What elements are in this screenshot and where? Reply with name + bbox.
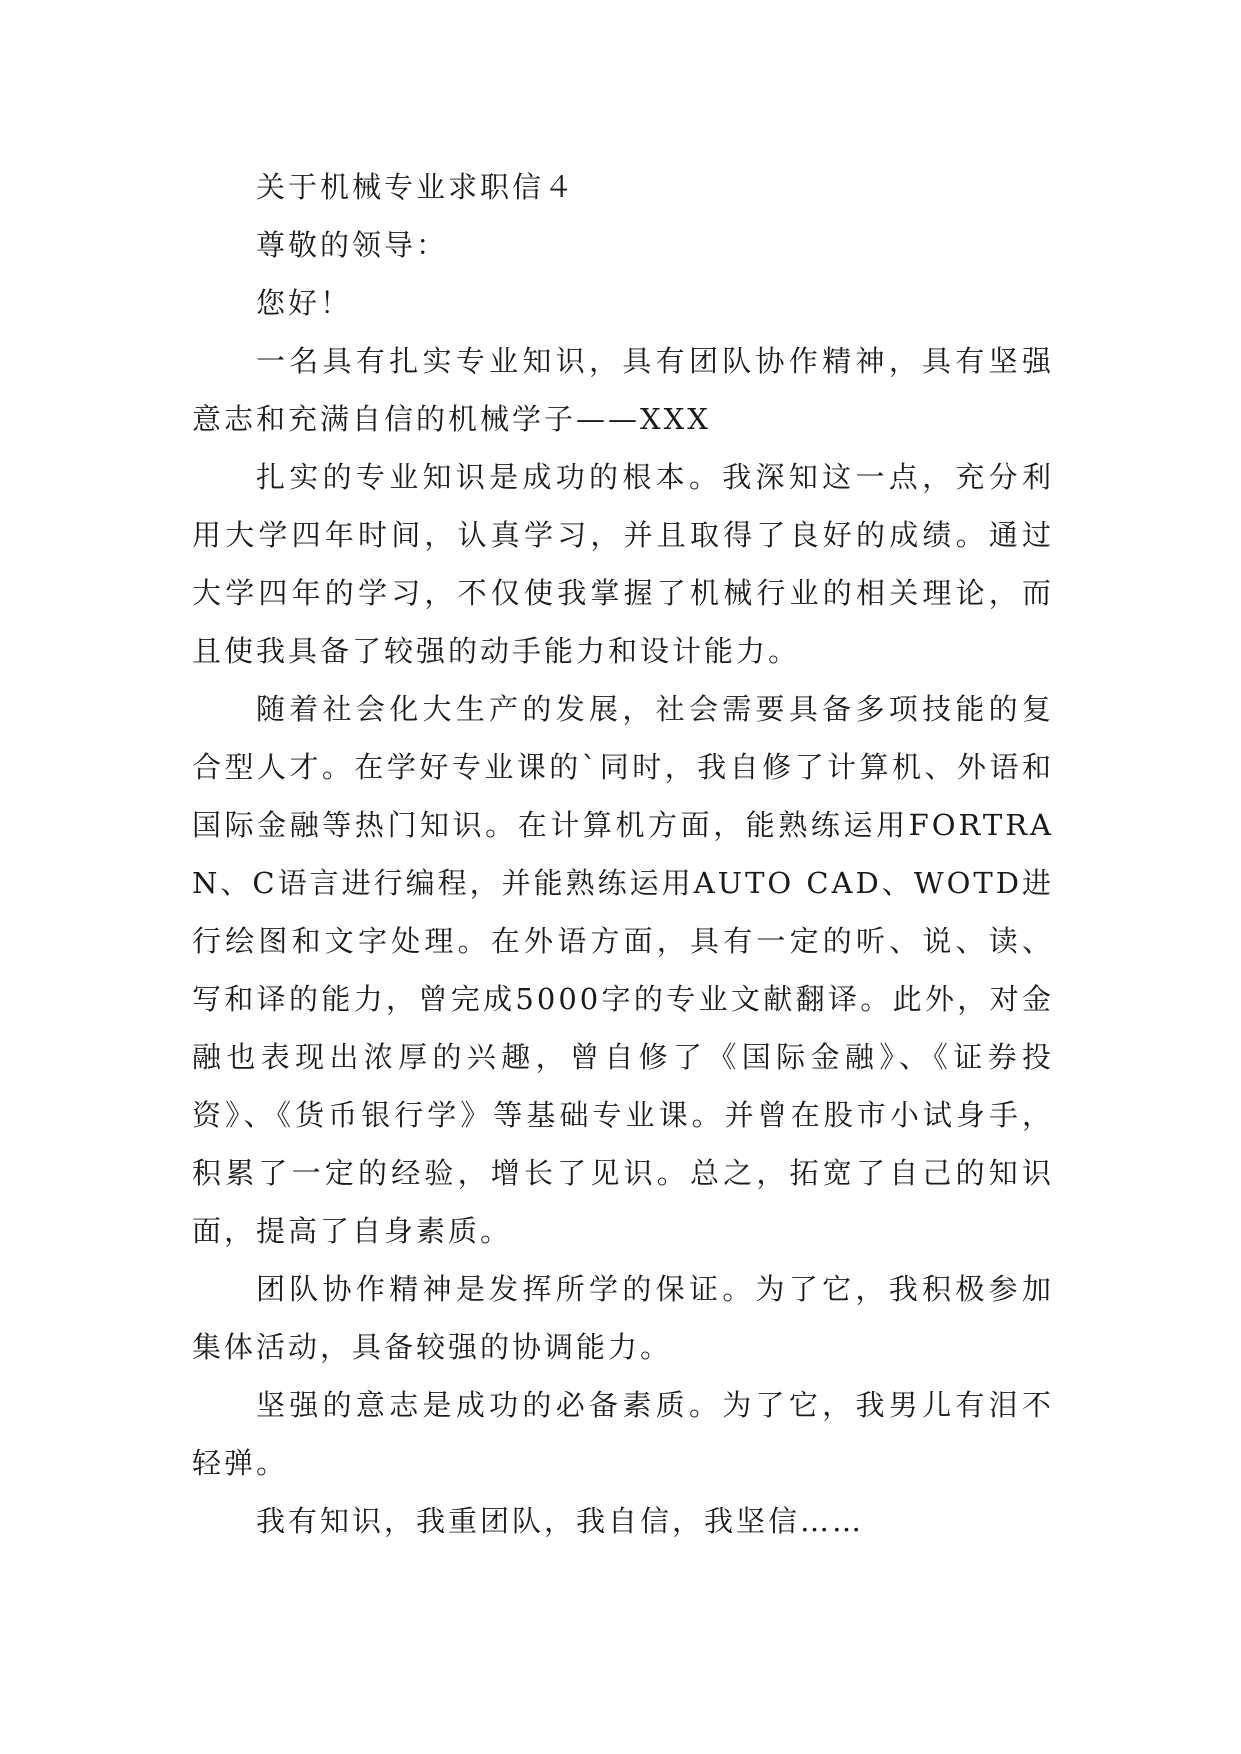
salutation: 尊敬的领导： — [256, 228, 449, 262]
paragraph-closing: 我有知识，我重团队，我自信，我坚信…… — [256, 1504, 865, 1538]
paragraph-knowledge: 扎实的专业知识是成功的根本。我深知这一点，充分利用大学四年时间，认真学习，并且取得了良好的成绩。通过大学四年的学习，不仅使我掌握了机械行业的相关理论，而且使我具备了较强的动手能力和设计能力。 — [192, 460, 1054, 668]
paragraph-intro: 一名具有扎实专业知识，具有团队协作精神，具有坚强意志和充满自信的机械学子——XXX — [192, 344, 1054, 436]
paragraph-teamwork: 团队协作精神是发挥所学的保证。为了它，我积极参加集体活动，具备较强的协调能力。 — [192, 1272, 1054, 1364]
letter-title: 关于机械专业求职信４ — [256, 170, 577, 204]
letter-body — [192, 158, 1054, 1550]
paragraph-willpower: 坚强的意志是成功的必备素质。为了它，我男儿有泪不轻弹。 — [192, 1388, 1054, 1480]
paragraph-skills: 随着社会化大生产的发展，社会需要具备多项技能的复合型人才。在学好专业课的`同时，我自修了计算机、外语和国际金融等热门知识。在计算机方面，能熟练运用FORTRAN、C语言进行编程，并能熟练运用AUTO CAD、WOTD进行绘图和文字处理。在外语方面，具有一定的听、说、读、写和译的能力，曾完成5000字的专业文献翻译。此外，对金融也表现出浓厚的兴趣，曾自修了《国际金融》、《证券投资》、《货币银行学》等基础专业课。并曾在股市小试身手，积累了一定的经验，增长了见识。总之，拓宽了自己的知识面，提高了自身素质。 — [192, 692, 1054, 1248]
greeting: 您好！ — [256, 286, 353, 320]
